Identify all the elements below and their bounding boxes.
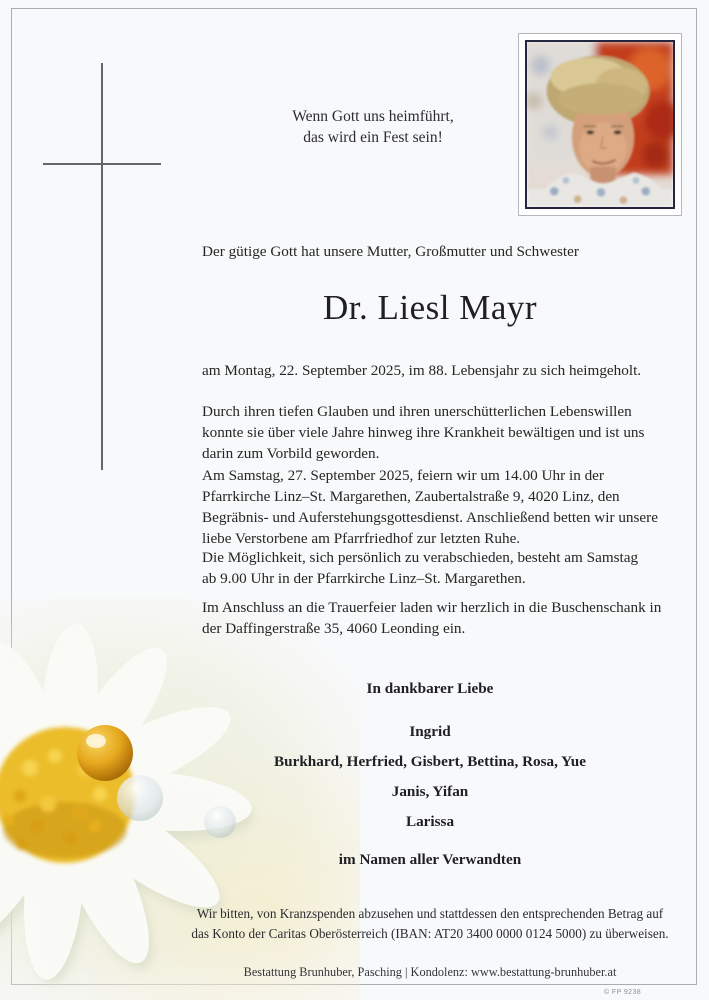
text-line: liebe Verstorbene am Pfarrfriedhof zur letzten Ruhe. — [202, 530, 521, 547]
paragraph-illness — [202, 401, 672, 464]
text-line: Begräbnis- und Auferstehungsgottesdienst. Anschließend betten wir unsere — [202, 509, 658, 526]
portrait-photo — [518, 33, 682, 216]
paragraph-farewell — [202, 547, 672, 589]
portrait-photo-image — [525, 40, 675, 209]
death-date-line: am Montag, 22. September 2025, im 88. Lebensjahr zu sich heimgeholt. — [202, 362, 642, 379]
quote-line: das wird ein Fest sein! — [303, 129, 443, 146]
publisher-line: Bestattung Brunhuber, Pasching | Kondolenz: www.bestattung-brunhuber.at — [243, 965, 617, 979]
paragraph-funeral-service — [202, 465, 672, 549]
intro-line: Der gütige Gott hat unsere Mutter, Großmutter und Schwester — [202, 243, 579, 260]
print-code: © FP 9238 — [604, 989, 642, 996]
text-line: der Daffingerstraße 35, 4060 Leonding ein. — [202, 620, 466, 637]
text-line: Am Samstag, 27. September 2025, feiern wir um 14.00 Uhr in der — [202, 467, 604, 484]
text-line: das Konto der Caritas Oberösterreich (IBAN: AT20 3400 0000 0124 5000) zu überweisen. — [191, 925, 669, 941]
text-line: Wir bitten, von Kranzspenden abzusehen und stattdessen den entsprechenden Betrag auf — [196, 906, 664, 921]
quote — [238, 106, 508, 148]
text-line: Durch ihren tiefen Glauben und ihren unerschütterlichen Lebenswillen — [202, 403, 632, 420]
closing-heading: In dankbarer Liebe — [366, 680, 494, 697]
text-line: Die Möglichkeit, sich persönlich zu verabschieden, besteht am Samstag — [202, 549, 639, 566]
text-line: Im Anschluss an die Trauerfeier laden wir herzlich in die Buschenschank in — [202, 599, 662, 616]
cross-horizontal-bar — [43, 163, 161, 165]
text-line: ab 9.00 Uhr in der Pfarrkirche Linz–St. Margarethen. — [202, 570, 526, 587]
text-line: Pfarrkirche Linz–St. Margarethen, Zaubertalstraße 9, 4020 Linz, den — [202, 488, 620, 505]
mourner-line: Burkhard, Herfried, Gisbert, Bettina, Rosa, Yue — [274, 753, 586, 770]
deceased-name: Dr. Liesl Mayr — [322, 288, 538, 327]
text-line: konnte sie über viele Jahre hinweg ihre Krankheit bewältigen und ist uns — [202, 424, 645, 441]
cross-vertical-bar — [101, 63, 103, 470]
closing-footer: im Namen aller Verwandten — [338, 851, 522, 868]
mourner-line: Janis, Yifan — [391, 783, 469, 800]
mourner-line: Ingrid — [409, 723, 451, 740]
text-line: darin zum Vorbild geworden. — [202, 445, 380, 462]
quote-line: Wenn Gott uns heimführt, — [292, 108, 454, 125]
donation-note — [180, 904, 680, 943]
mourner-line: Larissa — [405, 813, 455, 830]
paragraph-reception — [202, 597, 672, 639]
